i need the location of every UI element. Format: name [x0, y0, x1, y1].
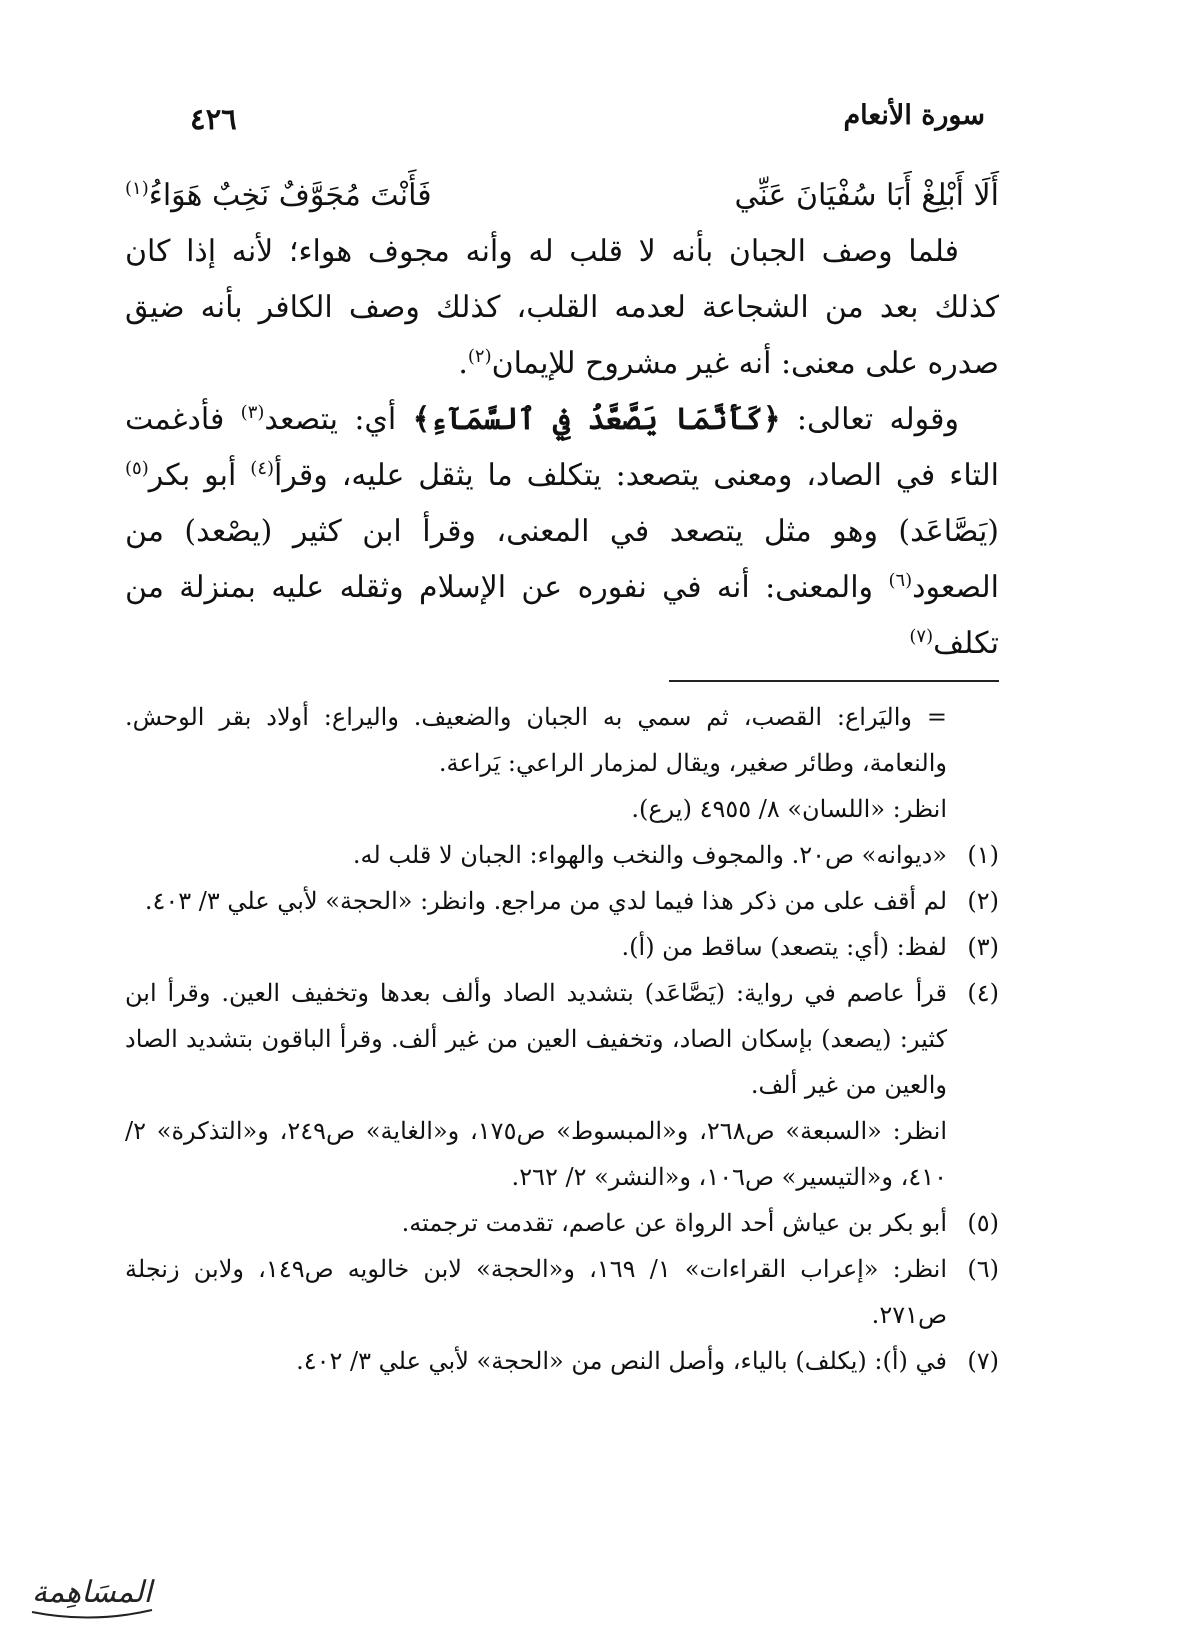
main-text	[125, 168, 999, 672]
verse-first-hemistich: أَلَا أَبْلِغْ أَبَا سُفْيَانَ عَنِّي	[734, 178, 999, 213]
footnote-number: (٢)	[967, 887, 999, 915]
footnote-number: (٥)	[967, 1209, 999, 1237]
footnote-continuation-ref: انظر: «اللسان» ٨/ ٤٩٥٥ (يرع).	[631, 795, 947, 823]
footnote-4: (٤) قرأ عاصم في رواية: (يَصَّاعَد) بتشديد الصاد وألف بعدها وتخفيف العين. وقرأ ابن كثير: (يصعد) بإسكان الصاد، وتخفيف العين من غير ألف. وقرأ الباقون بتشديد الصاد والعين من غير ألف.	[125, 970, 999, 1108]
poetry-verse	[125, 168, 999, 224]
paragraph: فلما وصف الجبان بأنه لا قلب له وأنه مجوف هواء؛ لأنه إذا كان كذلك بعد من الشجاعة لعدمه القلب، كذلك وصف الكافر بأنه ضيق صدره على معنى: أنه غير مشروح للإيمان$^{(٢)}$.	[125, 234, 999, 381]
verse-second-hemistich: فَأَنْتَ مُجَوَّفٌ نَخِبٌ هَوَاءُ$^{(١)}$	[125, 178, 432, 213]
footnote-6: (٦) انظر: «إعراب القراءات» ١/ ١٦٩، و«الحجة» لابن خالويه ص١٤٩، ولابن زنجلة ص٢٧١.	[125, 1246, 999, 1338]
quran-quote: ﴿كَأَنَّمَا يَصَّعَّدُ فِي ٱلسَّمَآءِ﴾	[412, 402, 781, 437]
footnote-number: (٧)	[967, 1347, 999, 1375]
footnotes	[125, 694, 999, 1384]
running-title: سورة الأنعام	[843, 100, 985, 131]
page-number: ٤٢٦	[190, 102, 237, 136]
footnote-4-ref: انظر: «السبعة» ص٢٦٨، و«المبسوط» ص١٧٥، و«الغاية» ص٢٤٩، و«التذكرة» ٢/ ٤١٠، و«التيسير» ص١٠٦، و«النشر» ٢/ ٢٦٢.	[125, 1117, 947, 1191]
footnote-ref[interactable]: (٤)	[250, 458, 275, 479]
footnote-ref[interactable]: (٣)	[240, 402, 265, 423]
footnote-ref[interactable]: (١)	[125, 178, 149, 199]
footnote-1: (١) «ديوانه» ص٢٠. والمجوف والنخب والهواء: الجبان لا قلب له.	[125, 832, 999, 878]
footnote-continuation: = واليَراع: القصب، ثم سمي به الجبان والضعيف. واليراع: أولاد بقر الوحش. والنعامة، وطائر صغير، ويقال لمزمار الراعي: يَراعة.	[125, 703, 947, 777]
footnote-5: (٥) أبو بكر بن عياش أحد الرواة عن عاصم، تقدمت ترجمته.	[125, 1200, 999, 1246]
watermark-text: المسَاهِمة	[32, 1575, 152, 1610]
footnote-number: (٦)	[967, 1255, 999, 1283]
footnote-number: (٣)	[967, 933, 999, 961]
footnote-number: (١)	[967, 841, 999, 869]
footnote-separator	[669, 680, 999, 682]
footnote-ref[interactable]: (٧)	[909, 626, 934, 647]
footnote-ref[interactable]: (٢)	[467, 346, 492, 367]
page-header	[190, 100, 985, 144]
footnote-number: (٤)	[967, 979, 999, 1007]
paragraph: وقوله تعالى: ﴿كَأَنَّمَا يَصَّعَّدُ فِي ٱلسَّمَآءِ﴾ أي: يتصعد$^{(٣)}$ فأدغمت التاء في الصاد، ومعنى يتصعد: يتكلف ما يثقل عليه، وقرأ$^{(٤)}$ أبو بكر$^{(٥)}$ (يَصَّاعَد) وهو مثل يتصعد في المعنى، وقرأ ابن كثير (يصْعد) من الصعود$^{(٦)}$ والمعنى: أنه في نفوره عن الإسلام وثقله عليه بمنزلة من تكلف$^{(٧)}$	[125, 402, 999, 661]
footnote-ref[interactable]: (٥)	[125, 458, 149, 479]
footnote-ref[interactable]: (٦)	[888, 570, 913, 591]
footnote-3: (٣) لفظ: (أي: يتصعد) ساقط من (أ).	[125, 924, 999, 970]
footnote-2: (٢) لم أقف على من ذكر هذا فيما لدي من مراجع. وانظر: «الحجة» لأبي علي ٣/ ٤٠٣.	[125, 878, 999, 924]
footnote-7: (٧) في (أ): (يكلف) بالياء، وأصل النص من «الحجة» لأبي علي ٣/ ٤٠٢.	[125, 1338, 999, 1384]
watermark-logo	[12, 1560, 172, 1630]
